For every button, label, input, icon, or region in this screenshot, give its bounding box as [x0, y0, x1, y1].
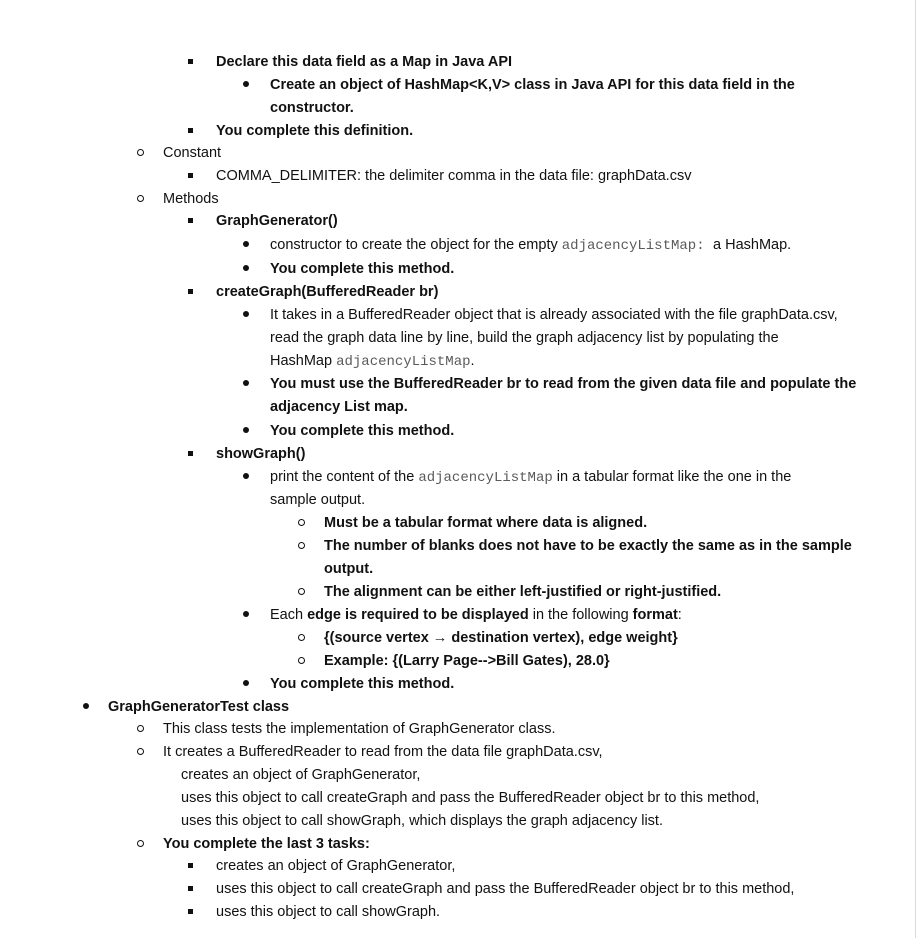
text-line: The number of blanks does not have to be exactly the same as in the sample: [324, 538, 852, 554]
text-line: [270, 351, 475, 371]
circle-bullet-icon: [133, 143, 147, 163]
text-line: Must be a tabular format where data is aligned.: [324, 515, 648, 531]
text-line: [270, 467, 791, 487]
circle-bullet-icon: [294, 536, 308, 556]
text-line: {(source vertex → destination vertex), edge weight}: [324, 630, 678, 646]
text-span: print the content of the: [270, 469, 419, 485]
text-line: output.: [324, 561, 374, 577]
text-line: uses this object to call showGraph.: [216, 904, 441, 920]
text-line: It creates a BufferedReader to read from the data file graphData.csv,: [163, 744, 603, 760]
text-line: Example: {(Larry Page-->Bill Gates), 28.0}: [324, 653, 610, 669]
round-bullet-icon: [239, 259, 253, 279]
text-line: COMMA_DELIMITER: the delimiter comma in the data file: graphData.csv: [216, 168, 692, 184]
square-bullet-icon: [183, 879, 197, 899]
circle-bullet-icon: [133, 189, 147, 209]
circle-bullet-icon: [133, 834, 147, 854]
text-span: in the following: [528, 607, 633, 623]
text-line: You complete this method.: [270, 676, 455, 692]
square-bullet-icon: [183, 211, 197, 231]
text-line: createGraph(BufferedReader br): [216, 284, 439, 300]
square-bullet-icon: [183, 902, 197, 922]
text-span: in a tabular format like the one in the: [552, 469, 792, 485]
text-line: It takes in a BufferedReader object that is already associated with the file graphData.csv,: [270, 307, 838, 323]
text-line: uses this object to call createGraph and pass the BufferedReader object br to this method,: [216, 881, 795, 897]
circle-bullet-icon: [294, 651, 308, 671]
text-line: creates an object of GraphGenerator,: [181, 767, 421, 783]
square-bullet-icon: [183, 444, 197, 464]
text-line: sample output.: [270, 492, 366, 508]
text-line: constructor.: [270, 100, 354, 116]
text-line: adjacency List map.: [270, 399, 408, 415]
circle-bullet-icon: [294, 628, 308, 648]
text-line: [270, 605, 682, 625]
text-line: GraphGenerator(): [216, 213, 338, 229]
bold-span: format: [632, 607, 678, 623]
square-bullet-icon: [183, 282, 197, 302]
text-span: HashMap: [270, 353, 337, 369]
round-bullet-icon: [239, 374, 253, 394]
square-bullet-icon: [183, 52, 197, 72]
text-line: GraphGeneratorTest class: [108, 699, 290, 715]
text-line: [270, 235, 791, 255]
code-span: adjacencyListMap: [418, 470, 553, 486]
text-line: uses this object to call showGraph, which displays the graph adjacency list.: [181, 813, 663, 829]
round-bullet-icon: [239, 421, 253, 441]
code-span: adjacencyListMap:: [561, 238, 713, 254]
round-bullet-icon: [239, 75, 253, 95]
text-line: You complete this method.: [270, 261, 455, 277]
text-span: Each: [270, 607, 308, 623]
text-line: Methods: [163, 191, 219, 207]
text-span: constructor to create the object for the empty: [270, 237, 562, 253]
circle-bullet-icon: [133, 742, 147, 762]
text-line: You complete this method.: [270, 423, 455, 439]
text-span: .: [470, 353, 475, 369]
text-line: You complete the last 3 tasks:: [163, 836, 370, 852]
bold-span: edge is required to be displayed: [307, 607, 529, 623]
text-line: You complete this definition.: [216, 123, 414, 139]
circle-bullet-icon: [294, 582, 308, 602]
round-bullet-icon: [239, 605, 253, 625]
text-line: You must use the BufferedReader br to read from the given data file and populate the: [270, 376, 857, 392]
text-line: Create an object of HashMap<K,V> class in Java API for this data field in the: [270, 77, 795, 93]
text-line: uses this object to call createGraph and pass the BufferedReader object br to this method,: [181, 790, 760, 806]
text-line: creates an object of GraphGenerator,: [216, 858, 456, 874]
square-bullet-icon: [183, 166, 197, 186]
square-bullet-icon: [183, 856, 197, 876]
circle-bullet-icon: [294, 513, 308, 533]
text-line: Declare this data field as a Map in Java API: [216, 54, 513, 70]
code-span: adjacencyListMap: [336, 354, 471, 370]
text-line: read the graph data line by line, build the graph adjacency list by populating the: [270, 330, 779, 346]
round-bullet-icon: [239, 467, 253, 487]
text-span: a HashMap.: [713, 237, 792, 253]
round-bullet-icon: [239, 235, 253, 255]
round-bullet-icon: [239, 674, 253, 694]
round-bullet-icon: [239, 305, 253, 325]
circle-bullet-icon: [133, 719, 147, 739]
round-bullet-icon: [79, 697, 93, 717]
text-line: Constant: [163, 145, 222, 161]
text-line: This class tests the implementation of GraphGenerator class.: [163, 721, 556, 737]
text-line: showGraph(): [216, 446, 306, 462]
text-line: The alignment can be either left-justified or right-justified.: [324, 584, 722, 600]
text-span: :: [677, 607, 682, 623]
square-bullet-icon: [183, 121, 197, 141]
